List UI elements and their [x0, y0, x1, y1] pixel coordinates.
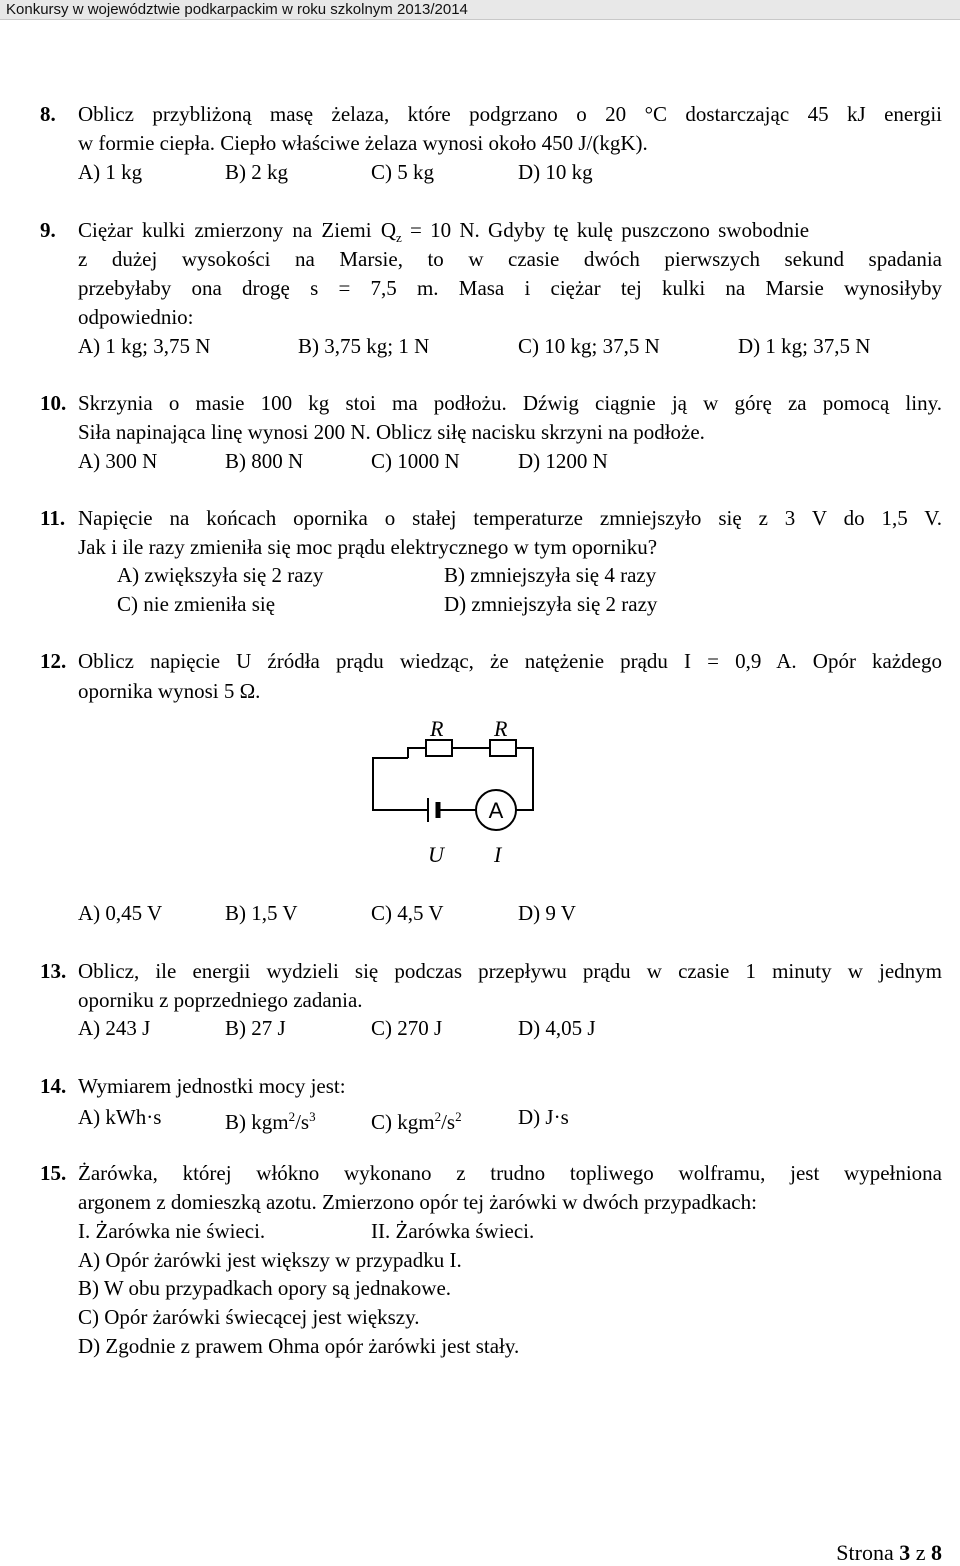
- q9-line1-pre: Ciężar kulki zmierzony na Ziemi Q: [78, 218, 396, 242]
- page-footer: [836, 1540, 942, 1566]
- q15-line1: Żarówka, której włókno wykonano z trudno topliwego wolframu, jest wypełniona: [78, 1161, 942, 1185]
- q13-option-d: D) 4,05 J: [518, 1016, 596, 1040]
- voltage-label: U: [428, 842, 444, 867]
- header-title: Konkursy w województwie podkarpackim w roku szkolnym 2013/2014: [6, 1, 468, 18]
- q10-option-c: C) 1000 N: [371, 449, 460, 473]
- q14-c-pre: C) kgm: [371, 1110, 435, 1134]
- resistor-2: [490, 740, 516, 756]
- q9-option-b: B) 3,75 kg; 1 N: [298, 334, 430, 358]
- q14-b-sup2: 3: [309, 1109, 316, 1124]
- circuit-diagram: [368, 710, 558, 870]
- q15-case1: I. Żarówka nie świeci.: [78, 1219, 266, 1243]
- q12-option-d: D) 9 V: [518, 901, 576, 925]
- q15-option-a: A) Opór żarówki jest większy w przypadku I.: [78, 1248, 462, 1272]
- q10-line2: Siła napinająca linę wynosi 200 N. Oblicz siłę nacisku skrzyni na podłoże.: [78, 420, 705, 444]
- q14-b-pre: B) kgm: [225, 1110, 289, 1134]
- q8-option-d: D) 10 kg: [518, 160, 593, 184]
- q10-number: 10.: [40, 391, 67, 415]
- q8-option-a: A) 1 kg: [78, 160, 143, 184]
- q13-line2: oporniku z poprzedniego zadania.: [78, 988, 363, 1012]
- q11-number: 11.: [40, 506, 66, 530]
- q15-case2: II. Żarówka świeci.: [371, 1219, 535, 1243]
- q14-option-a: A) kWh·s: [78, 1105, 162, 1129]
- q11-option-d: D) zmniejszyła się 2 razy: [444, 592, 658, 616]
- resistor-1: [426, 740, 452, 756]
- q8-option-b: B) 2 kg: [225, 160, 288, 184]
- q11-line1: Napięcie na końcach opornika o stałej temperaturze zmniejszyło się z 3 V do 1,5 V.: [78, 506, 942, 530]
- footer-page: 3: [899, 1540, 911, 1565]
- q14-c-mid: /s: [441, 1110, 456, 1134]
- q14-c-sup1: 2: [434, 1109, 442, 1124]
- q14-c-sup2: 2: [455, 1109, 462, 1124]
- current-label: I: [494, 842, 502, 867]
- q12-option-c: C) 4,5 V: [371, 901, 444, 925]
- ammeter-label: A: [488, 798, 504, 823]
- q15-option-d: D) Zgodnie z prawem Ohma opór żarówki jest stały.: [78, 1334, 520, 1358]
- q14-line1: Wymiarem jednostki mocy jest:: [78, 1074, 346, 1098]
- header-bar: [0, 0, 960, 20]
- footer-label: Strona: [836, 1540, 894, 1565]
- q13-option-b: B) 27 J: [225, 1016, 286, 1040]
- q9-option-c: C) 10 kg; 37,5 N: [518, 334, 660, 358]
- q12-option-b: B) 1,5 V: [225, 901, 298, 925]
- q10-option-b: B) 800 N: [225, 449, 304, 473]
- footer-total: 8: [931, 1540, 942, 1565]
- q10-option-a: A) 300 N: [78, 449, 158, 473]
- q14-b-sup1: 2: [288, 1109, 296, 1124]
- q15-option-b: B) W obu przypadkach opory są jednakowe.: [78, 1276, 452, 1300]
- q9-line4: odpowiednio:: [78, 305, 194, 329]
- q14-option-c: [371, 1104, 462, 1135]
- q9-number: 9.: [40, 218, 56, 242]
- q12-line1: Oblicz napięcie U źródła prądu wiedząc, że natężenie prądu I = 0,9 A. Opór każdego: [78, 649, 942, 673]
- resistor-2-label: R: [494, 716, 508, 741]
- q9-option-d: D) 1 kg; 37,5 N: [738, 334, 871, 358]
- q11-option-a: A) zwiększyła się 2 razy: [117, 563, 324, 587]
- q11-option-b: B) zmniejszyła się 4 razy: [444, 563, 657, 587]
- q11-option-c: C) nie zmieniła się: [117, 592, 276, 616]
- q15-line2: argonem z domieszką azotu. Zmierzono opór tej żarówki w dwóch przypadkach:: [78, 1190, 757, 1214]
- q15-option-c: C) Opór żarówki świecącej jest większy.: [78, 1305, 420, 1329]
- q14-b-mid: /s: [295, 1110, 310, 1134]
- q13-number: 13.: [40, 959, 67, 983]
- q11-line2: Jak i ile razy zmieniła się moc prądu elektrycznego w tym oporniku?: [78, 535, 658, 559]
- q10-line1: Skrzynia o masie 100 kg stoi ma podłożu. Dźwig ciągnie ją w górę za pomocą liny.: [78, 391, 942, 415]
- q13-option-c: C) 270 J: [371, 1016, 443, 1040]
- q8-number: 8.: [40, 102, 56, 126]
- q15-number: 15.: [40, 1161, 67, 1185]
- q9-line2: z dużej wysokości na Marsie, to w czasie dwóch pierwszych sekund spadania: [78, 247, 942, 271]
- q12-number: 12.: [40, 649, 67, 673]
- footer-sep: z: [915, 1540, 926, 1565]
- q12-option-a: A) 0,45 V: [78, 901, 163, 925]
- q8-option-c: C) 5 kg: [371, 160, 434, 184]
- q9-line1-sub: z: [395, 230, 402, 246]
- q10-option-d: D) 1200 N: [518, 449, 608, 473]
- q8-line2: w formie ciepła. Ciepło właściwe żelaza wynosi około 450 J/(kgK).: [78, 131, 648, 155]
- q14-option-d: D) J·s: [518, 1105, 569, 1129]
- q9-line3: przebyłaby ona drogę s = 7,5 m. Masa i ciężar tej kulki na Marsie wynosiłyby: [78, 276, 942, 300]
- circuit-background: [368, 710, 558, 870]
- q9-line1-post: = 10 N. Gdyby tę kulę puszczono swobodnie: [401, 218, 810, 242]
- resistor-1-label: R: [430, 716, 444, 741]
- q13-line1: Oblicz, ile energii wydzieli się podczas przepływu prądu w czasie 1 minuty w jednym: [78, 959, 942, 983]
- q8-line1: Oblicz przybliżoną masę żelaza, które podgrzano o 20 °C dostarczając 45 kJ energii: [78, 102, 942, 126]
- q13-option-a: A) 243 J: [78, 1016, 151, 1040]
- q14-option-b: [225, 1104, 316, 1135]
- q12-line2: opornika wynosi 5 Ω.: [78, 679, 261, 703]
- q9-option-a: A) 1 kg; 3,75 N: [78, 334, 211, 358]
- q14-number: 14.: [40, 1074, 67, 1098]
